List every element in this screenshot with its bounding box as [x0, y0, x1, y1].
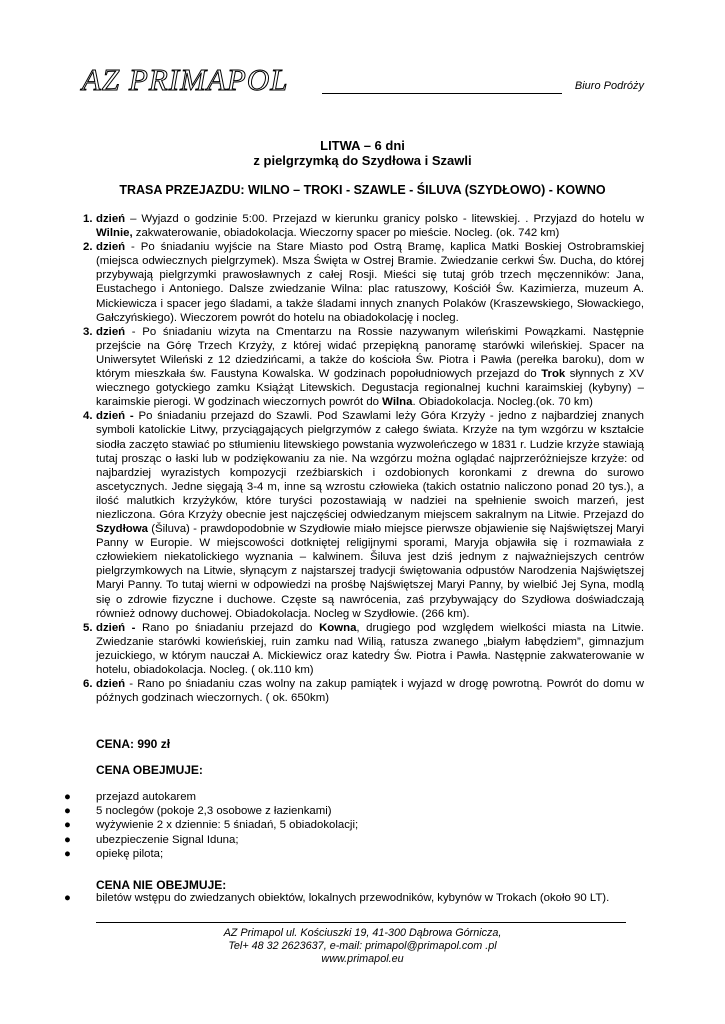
footer-contact: Tel+ 48 32 2623637, e-mail: primapol@primapol.com .pl: [228, 940, 497, 952]
bullet-icon: ●: [64, 805, 71, 818]
itinerary-day-1: [83, 212, 644, 240]
day-text: - Po śniadaniu wizyta na Cmentarzu na Rossie nazywanym wileńskimi Powązkami. Następnie przejście na Górę Trzech Krzyży, z której widać przepiękną panoramę starówki wileńskiej. Spacer na Uniwersytet Wileński z 12 dziedzińcami, a także do kościoła Św. Piotra i Pawła (perełka baroku), dom w którym mieszkała św. Faustyna Kowalska. W godzinach popołudniowych przejazd do: [96, 325, 644, 381]
excludes-list: [64, 892, 664, 904]
list-item-text: biletów wstępu do zwiedzanych obiektów, lokalnych przewodników, kybynów w Trokach (około 90 LT).: [96, 892, 610, 904]
itinerary-list: [83, 212, 645, 705]
day-number: 2.: [83, 241, 93, 254]
day-number: 3.: [83, 325, 93, 338]
trip-title: LITWA – 6 dni: [320, 138, 405, 153]
itinerary-day-3: [83, 325, 644, 410]
day-label: dzień -: [96, 621, 136, 634]
company-logo: AZ PRIMAPOL: [82, 62, 289, 97]
day-place: Kowna: [319, 621, 357, 634]
itinerary-day-5: [83, 621, 645, 677]
day-label: dzień: [96, 241, 126, 254]
letterhead: [82, 62, 650, 102]
day-number: 4.: [83, 410, 93, 423]
header-rule: [322, 93, 562, 94]
day-text: (Šiluva) - prawdopodobnie w Szydłowie miało miejsce pierwsze objawienie się Najświętszej Maryi Panny w Europie. W miejscowości dotkniętej religijnymi sporami, Maryja objawiła się i rozmawiała z człowiekiem niekatolickiego wyznania – kalwinem. Šiluva jest dziś jednym z najważniejszych centrów pielgrzymkowych na Litwie, słynącym z najstarszej tradycji świętowania odpustów Narodzenia Najświętszej Maryi Panny. To tutaj wierni w odpowiedzi na prośbę Najświętszej Maryi Panny, by wielbić Jej Syna, modlą się o zdrowie fizyczne i duchowe. Częste są nawrócenia, zaś przybywający do Szydłowa doświadczają również odnowy duchowej. Obiadokolacja. Nocleg w Szydłowie. (266 km).: [96, 523, 644, 620]
itinerary-day-4: [83, 409, 644, 620]
bullet-icon: ●: [64, 847, 71, 860]
bullet-icon: ●: [64, 892, 71, 904]
footer-website: www.primapol.eu: [321, 953, 404, 965]
day-place: Trok: [541, 368, 566, 381]
day-text: . Obiadokolacja. Nocleg.(ok. 70 km): [412, 396, 593, 409]
includes-list: [64, 790, 644, 861]
day-text: - Po śniadaniu wyjście na Stare Miasto pod Ostrą Bramę, kaplica Matki Boskiej Ostrobramskiej (miejsca odwiecznych pielgrzymek). Msza Święta w Ostrej Bramie. Zwiedzanie cerkwi Św. Ducha, do której przybywają pielgrzymki prawosławnych z całej Rosji. Mieści się tutaj grób trzech męczenników: Jana, Eustachego i Antoniego. Dalsze zwiedzanie Wilna: plac ratuszowy, Kościół Św. Kazimierza, muzeum A. Mickiewicza i spacer jego śladami, a także śladami innych znanych Polaków (Kraszewskiego, Słowackiego, Gałczyńskiego). Wieczorem powrót do hotelu na obiadokolację i nocleg.: [96, 241, 644, 324]
day-label: dzień: [96, 678, 126, 691]
day-text: Po śniadaniu przejazd do Szawli. Pod Szawlami leży Góra Krzyży - jedno z najbardziej znanych symboli katolickie Litwy, przyciągających pielgrzymów z całego świata. Krzyże na tym wzgórzu w kształcie siodła zaczęto stawiać po stłumieniu litewskiego powstania wyzwoleńczego w 1831 r. Ludzie krzyże stawiają tutaj prosząc o łaski lub w podziękowaniu za nie. Na wzgórzu można oglądać najprzeróżniejsze krzyże: od najbardziej wyrazistych kompozycji rzeźbiarskich i ozdobionych koronkami z drewna do surowo ascetycznych. Jedne sięgają 3-4 m, inne są wzrostu człowieka (takich ostatnio naliczono ponad 20 tys.), a ilość malutkich krzyżyków, które turyści pozostawiają w nadziei na spełnienie swoich marzeń, jest niezliczona. Góra Krzyży obecnie jest najczęściej odwiedzanym miejscem sakralnym na Litwie. Przejazd do: [96, 410, 644, 521]
day-text: - Rano po śniadaniu czas wolny na zakup pamiątek i wyjazd w drogę powrotną. Powrót do domu w późnych godzinach wieczornych. ( ok. 650km): [96, 678, 644, 705]
footer-rule: [96, 922, 626, 923]
day-label: dzień: [96, 325, 126, 338]
bullet-icon: ●: [64, 791, 71, 803]
list-item-text: ubezpieczenie Signal Iduna;: [96, 833, 239, 846]
footer-address: AZ Primapol ul. Kościuszki 19, 41-300 Dąbrowa Górnicza,: [223, 927, 502, 939]
list-item-text: opiekę pilota;: [96, 847, 164, 860]
day-text: słynnych z XV wiecznego gotyckiego zamku Książąt Litewskich. Degustacja regionalnej kuchni karaimskiej (kybyny) – karaimskie pierogi. W godzinach wieczornych powrót do: [96, 368, 644, 409]
list-item: [64, 892, 664, 904]
day-place: Wilnie,: [96, 227, 133, 240]
list-item: [64, 790, 644, 804]
header-subtitle: Biuro Podróży: [574, 80, 644, 92]
day-place: Wilna: [382, 396, 413, 409]
day-number: 5.: [83, 621, 93, 634]
day-text: zakwaterowanie, obiadokolacja. Wieczorny spacer po mieście. Nocleg. (ok. 742 km): [132, 227, 560, 240]
list-item: [64, 818, 644, 832]
bullet-icon: ●: [64, 819, 71, 832]
day-number: 6.: [83, 678, 93, 691]
list-item-text: przejazd autokarem: [96, 791, 197, 803]
day-label: dzień -: [96, 410, 134, 423]
bullet-icon: ●: [64, 833, 71, 846]
day-text: , drugiego pod względem wielkości miasta na Litwie. Zwiedzanie starówki kowieńskiej, ruin zamku nad Wilią, ratusza zwanego „białym łabędziem”, gimnazjum jezuickiego, w którym nauczał A. Mickiewicz oraz katedry Św. Piotra i Pawła. Następnie zakwaterowanie w hotelu, obiadokolacja. Nocleg. ( ok.110 km): [96, 621, 645, 676]
list-item-text: wyżywienie 2 x dziennie: 5 śniadań, 5 obiadokolacji;: [96, 819, 359, 832]
trip-subtitle: z pielgrzymką do Szydłowa i Szawli: [253, 153, 472, 168]
price: CENA: 990 zł: [96, 737, 171, 751]
list-item: [64, 833, 644, 847]
list-item: [64, 847, 644, 861]
list-item: [64, 804, 644, 818]
excludes-heading: CENA NIE OBEJMUJE:: [96, 878, 227, 892]
day-text: Rano po śniadaniu przejazd do: [135, 621, 320, 634]
itinerary-day-6: [83, 677, 644, 705]
list-item-text: 5 noclegów (pokoje 2,3 osobowe z łazienkami): [96, 805, 332, 818]
day-place: Szydłowa: [96, 523, 148, 536]
day-number: 1.: [83, 213, 93, 225]
day-text: – Wyjazd o godzinie 5:00. Przejazd w kierunku granicy polsko - litewskiej. . Przyjazd do hotelu w: [125, 213, 644, 225]
includes-heading: CENA OBEJMUJE:: [96, 763, 203, 777]
itinerary-day-2: [83, 240, 644, 325]
day-label: dzień: [96, 213, 126, 225]
route-heading: TRASA PRZEJAZDU: WILNO – TROKI - SZAWLE - ŚILUVA (SZYDŁOWO) - KOWNO: [119, 183, 606, 197]
